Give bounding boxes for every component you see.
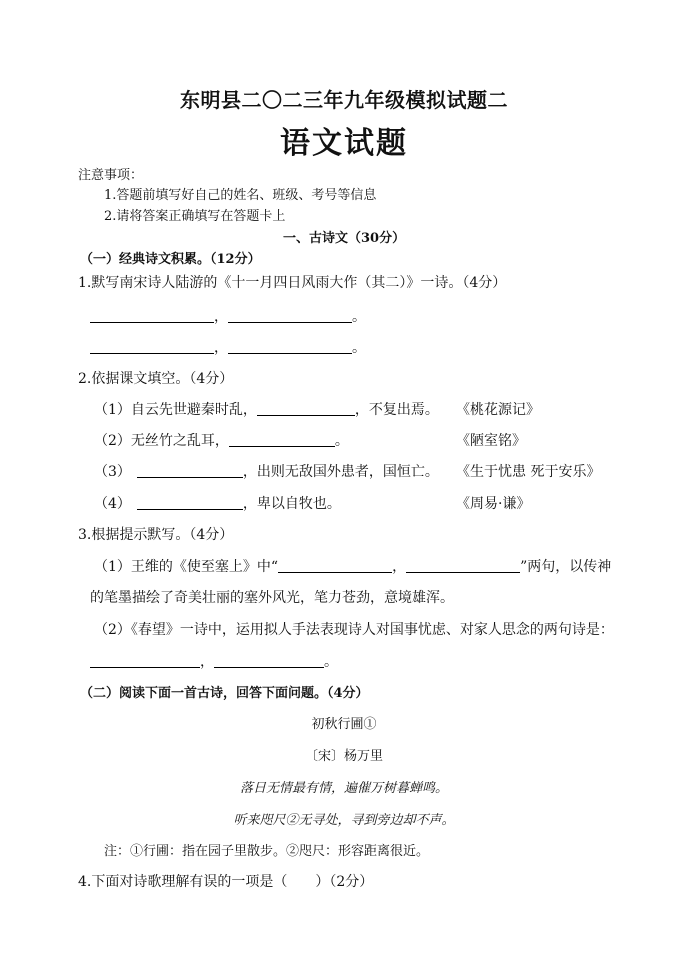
q2-source-2: 《陋室铭》 bbox=[456, 433, 526, 449]
answer-blank[interactable] bbox=[90, 308, 214, 323]
answer-blank[interactable] bbox=[90, 653, 200, 668]
q3-item-2: （2）《春望》一诗中，运用拟人手法表现诗人对国事忧虑、对家人思念的两句诗是： bbox=[94, 622, 614, 638]
q2-item-1: （1）自云先世避秦时乱， ，不复出焉。 bbox=[94, 402, 439, 418]
q2-item-3: （3） ，出则无敌国外患者，国恒亡。 bbox=[94, 464, 439, 480]
part-1-heading: （一）经典诗文积累。（12分） bbox=[80, 252, 261, 267]
question-1: 1.默写南宋诗人陆游的《十一月四日风雨大作（其二）》一诗。（4分） bbox=[78, 275, 507, 291]
q2-item-4: （4） ，卑以自牧也。 bbox=[94, 496, 341, 512]
answer-blank[interactable] bbox=[229, 432, 335, 447]
q1-answer-line-1: ， 。 bbox=[90, 306, 366, 326]
q2-source-4: 《周易·谦》 bbox=[456, 496, 531, 512]
question-3: 3.根据提示默写。（4分） bbox=[78, 527, 234, 543]
answer-blank[interactable] bbox=[228, 308, 352, 323]
q2-source-1: 《桃花源记》 bbox=[456, 402, 540, 418]
q1-answer-line-2: ， 。 bbox=[90, 337, 366, 357]
poem-note: 注：①行圃：指在园子里散步。②咫尺：形容距离很近。 bbox=[104, 844, 430, 859]
answer-blank[interactable] bbox=[406, 558, 520, 573]
subject-title: 语文试题 bbox=[280, 126, 408, 161]
answer-blank[interactable] bbox=[257, 401, 355, 416]
answer-blank[interactable] bbox=[90, 339, 214, 354]
answer-blank[interactable] bbox=[214, 653, 324, 668]
notice-item-1: 1.答题前填写好自己的姓名、班级、考号等信息 bbox=[104, 188, 377, 203]
q3-item-1-line-2: 的笔墨描绘了奇美壮丽的塞外风光，笔力苍劲，意境雄浑。 bbox=[90, 590, 454, 606]
section-heading: 一、古诗文（30分） bbox=[283, 231, 406, 246]
poem-line-1: 落日无情最有情，遍催万树暮蝉鸣。 bbox=[239, 781, 448, 796]
q2-source-3: 《生于忧患 死于安乐》 bbox=[456, 464, 601, 480]
q2-item-2: （2）无丝竹之乱耳， 。 bbox=[94, 433, 349, 449]
notice-item-2: 2.请将答案正确填写在答题卡上 bbox=[104, 209, 286, 224]
poem-author: 〔宋〕杨万里 bbox=[304, 749, 383, 764]
poem-line-2: 听来咫尺②无寻处，寻到旁边却不声。 bbox=[233, 813, 455, 828]
question-4: 4.下面对诗歌理解有误的一项是（ ）（2分） bbox=[78, 874, 374, 890]
notice-label: 注意事项： bbox=[78, 168, 144, 183]
answer-blank[interactable] bbox=[228, 339, 352, 354]
answer-blank[interactable] bbox=[137, 463, 243, 478]
q3-item-1-line-1: （1）王维的《使至塞上》中“ ， ”两句，以传神 bbox=[94, 559, 612, 575]
part-2-heading: （二）阅读下面一首古诗，回答下面问题。（4分） bbox=[80, 686, 369, 701]
answer-blank[interactable] bbox=[137, 495, 243, 510]
question-2: 2.依据课文填空。（4分） bbox=[78, 371, 234, 387]
q3-item-2-answer: ， 。 bbox=[90, 651, 338, 671]
answer-blank[interactable] bbox=[278, 558, 392, 573]
exam-title: 东明县二〇二三年九年级模拟试题二 bbox=[180, 88, 508, 112]
poem-title: 初秋行圃① bbox=[311, 717, 377, 732]
